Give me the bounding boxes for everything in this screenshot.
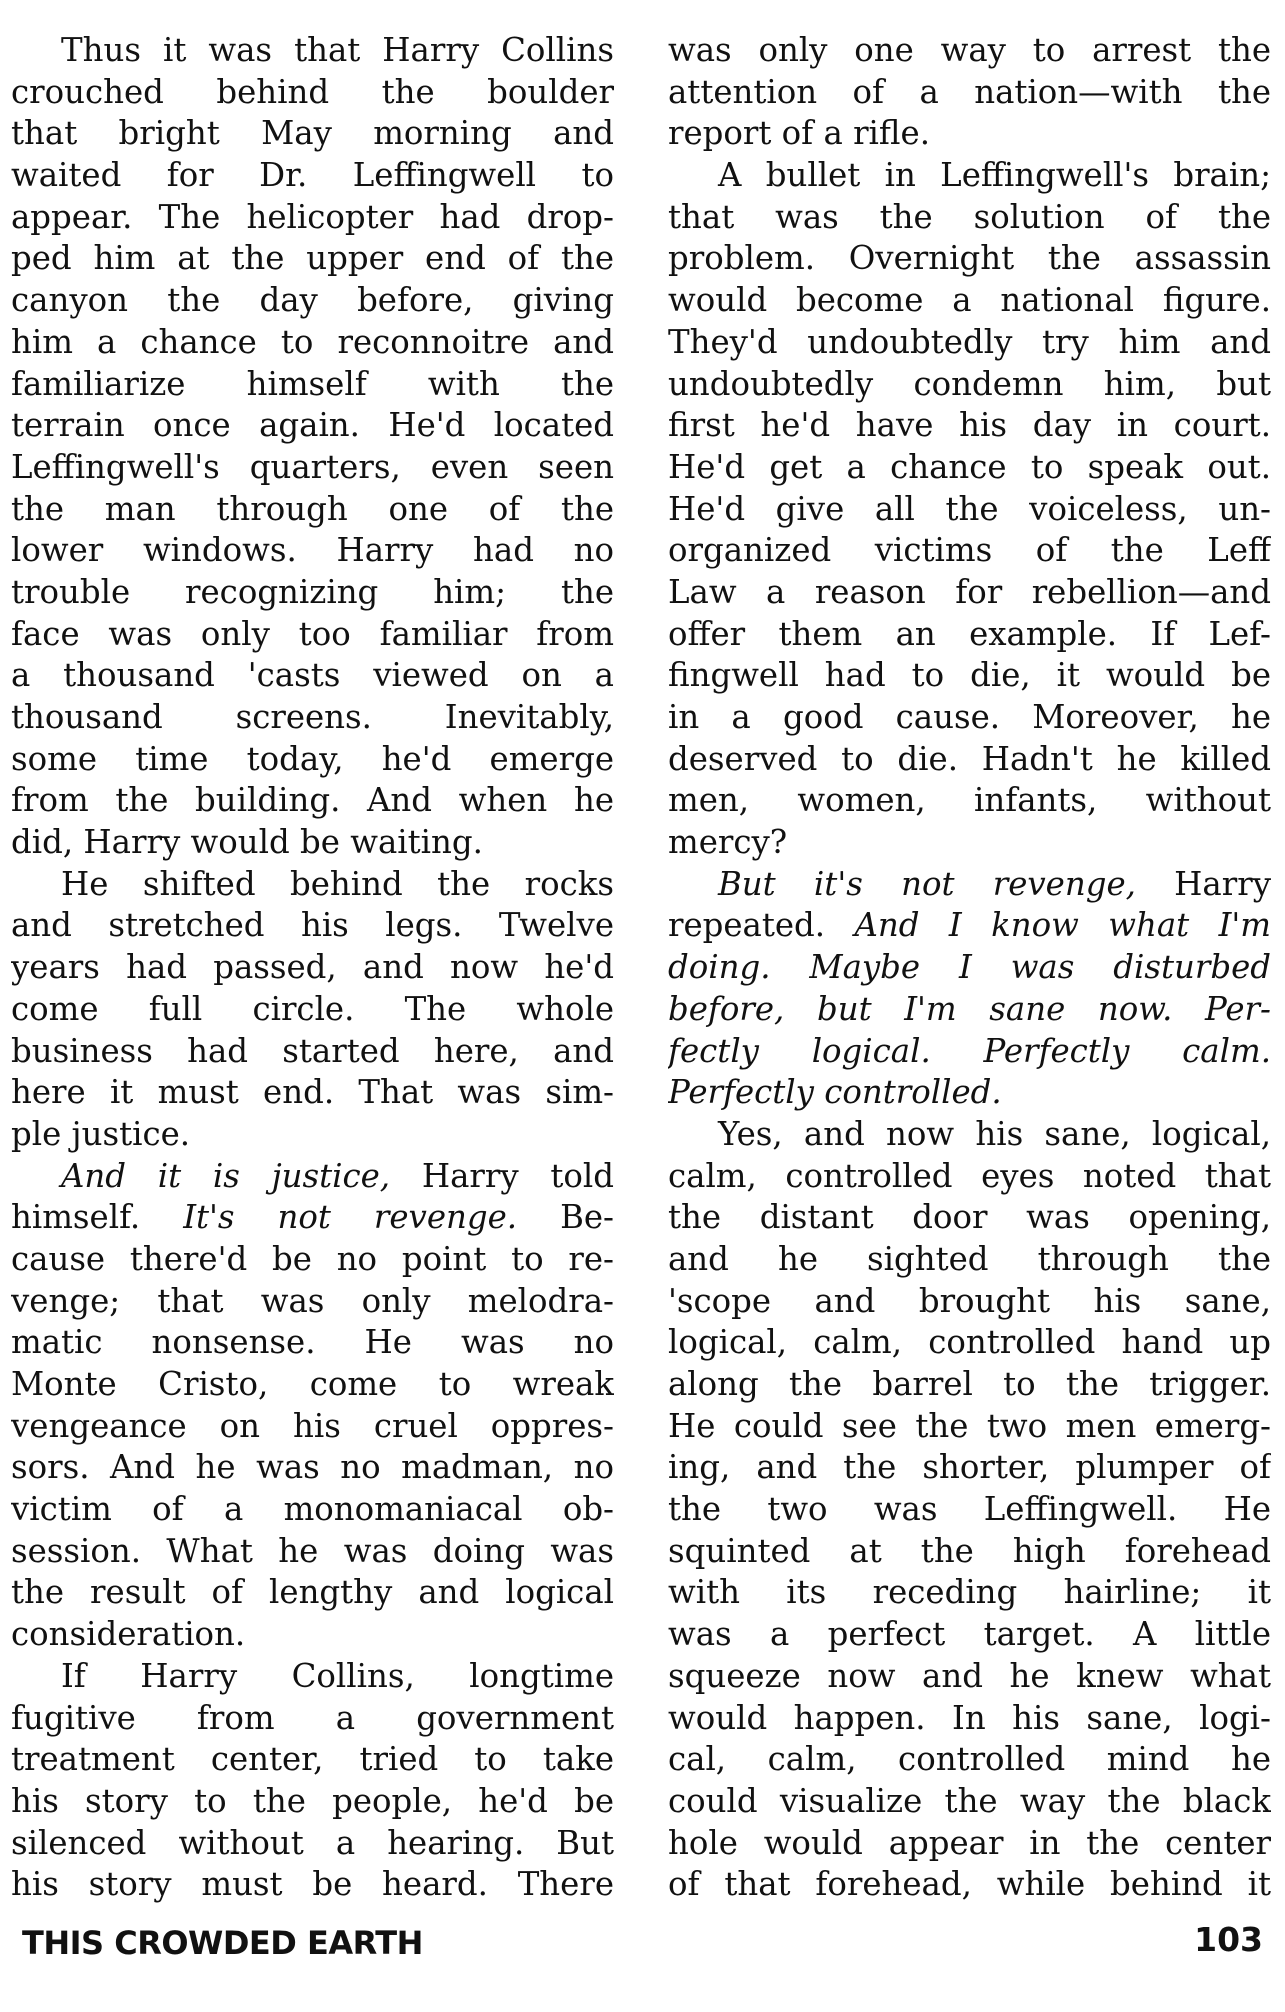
- text-line: cause there'd be no point to re-: [11, 1239, 614, 1278]
- text-line: the two was Leffingwell. He: [668, 1490, 1271, 1529]
- text-line: logical, calm, controlled hand up: [668, 1323, 1271, 1362]
- text-line: from the building. And when he: [11, 781, 614, 820]
- text-line: business had started here, and: [11, 1031, 614, 1070]
- text-line: men, women, infants, without: [668, 781, 1271, 820]
- text-line: A bullet in Leffingwell's brain;: [718, 156, 1271, 195]
- text-line: of that forehead, while behind it: [668, 1865, 1271, 1904]
- text-line: in a good cause. Moreover, he: [668, 698, 1271, 736]
- text-line: face was only too familiar from: [11, 614, 614, 653]
- text-line: deserved to die. Hadn't he killed: [668, 739, 1271, 778]
- text-line: But it's not revenge, Harry: [718, 864, 1271, 903]
- running-footer-title: THIS CROWDED EARTH: [22, 1924, 423, 1962]
- text-line: ing, and the shorter, plumper of: [668, 1448, 1271, 1487]
- text-line: mercy?: [668, 823, 788, 862]
- text-line: his story must be heard. There: [11, 1865, 614, 1904]
- text-line: cal, calm, controlled mind he: [668, 1740, 1271, 1779]
- text-line: treatment center, tried to take: [11, 1740, 614, 1779]
- text-line: session. What he was doing was: [11, 1531, 614, 1570]
- text-line: canyon the day before, giving: [11, 281, 614, 320]
- text-line: They'd undoubtedly try him and: [668, 322, 1271, 361]
- text-line: appear. The helicopter had drop-: [11, 197, 614, 236]
- text-line: victim of a monomaniacal ob-: [11, 1490, 614, 1529]
- text-line: Perfectly controlled.: [668, 1073, 1002, 1112]
- text-line: sors. And he was no madman, no: [11, 1448, 614, 1487]
- right-text-column: [668, 30, 1271, 1908]
- text-line: venge; that was only melodra-: [11, 1281, 614, 1320]
- text-line: familiarize himself with the: [11, 364, 614, 403]
- text-line: He'd give all the voiceless, un-: [668, 489, 1271, 528]
- italic-phrase: But it's not revenge,: [718, 864, 1136, 903]
- text-line: years had passed, and now he'd: [11, 948, 614, 987]
- italic-phrase: And I know what I'm: [854, 906, 1271, 945]
- text-line: If Harry Collins, longtime: [61, 1656, 614, 1695]
- text-line: He shifted behind the rocks: [61, 864, 614, 903]
- text-line: was a perfect target. A little: [668, 1615, 1271, 1654]
- text-line: And it is justice, Harry told: [61, 1156, 614, 1195]
- text-line: doing. Maybe I was disturbed: [668, 948, 1271, 987]
- italic-phrase: It's not revenge.: [183, 1198, 518, 1237]
- text-line: trouble recognizing him; the: [11, 572, 614, 611]
- text-line: hole would appear in the center: [668, 1823, 1271, 1862]
- text-line: calm, controlled eyes noted that: [668, 1156, 1271, 1195]
- text-line: and stretched his legs. Twelve: [11, 906, 614, 945]
- text-line: his story to the people, he'd be: [11, 1781, 614, 1820]
- text-line: Law a reason for rebellion—and: [668, 572, 1271, 611]
- text-line: crouched behind the boulder: [11, 72, 614, 111]
- text-line: organized victims of the Leff: [668, 531, 1271, 570]
- text-line: Monte Cristo, come to wreak: [11, 1365, 614, 1403]
- italic-phrase: And it is justice,: [61, 1156, 391, 1195]
- text-line: problem. Overnight the assassin: [668, 239, 1271, 278]
- text-line: could visualize the way the black: [668, 1781, 1271, 1820]
- text-line: vengeance on his cruel oppres-: [11, 1406, 614, 1445]
- text-line: did, Harry would be waiting.: [11, 823, 483, 862]
- text-line: terrain once again. He'd located: [11, 406, 614, 445]
- text-line: matic nonsense. He was no: [11, 1323, 614, 1362]
- text-line: along the barrel to the trigger.: [668, 1365, 1271, 1403]
- text-line: fugitive from a government: [11, 1698, 614, 1737]
- text-line: the man through one of the: [11, 489, 614, 528]
- text-line: a thousand 'casts viewed on a: [11, 656, 614, 695]
- text-line: 'scope and brought his sane,: [668, 1281, 1271, 1320]
- text-line: squinted at the high forehead: [668, 1531, 1271, 1570]
- text-line: attention of a nation—with the: [668, 72, 1271, 111]
- text-line: report of a rifle.: [668, 114, 930, 153]
- text-line: would happen. In his sane, logi-: [668, 1698, 1271, 1737]
- text-line: ple justice.: [11, 1114, 191, 1153]
- text-line: with its receding hairline; it: [668, 1573, 1271, 1612]
- text-line: Yes, and now his sane, logical,: [718, 1114, 1271, 1153]
- text-line: ped him at the upper end of the: [11, 239, 614, 278]
- text-line: lower windows. Harry had no: [11, 531, 614, 570]
- text-line: first he'd have his day in court.: [668, 406, 1271, 445]
- text-line: here it must end. That was sim-: [11, 1073, 614, 1112]
- text-line: the distant door was opening,: [668, 1198, 1271, 1237]
- text-line: repeated. And I know what I'm: [668, 906, 1271, 945]
- text-line: that bright May morning and: [11, 114, 614, 153]
- text-line: undoubtedly condemn him, but: [668, 364, 1271, 403]
- text-line: fingwell had to die, it would be: [668, 656, 1271, 695]
- text-line: was only one way to arrest the: [668, 31, 1271, 69]
- text-line: waited for Dr. Leffingwell to: [11, 156, 614, 195]
- left-text-column: [11, 30, 614, 1908]
- text-line: Leffingwell's quarters, even seen: [11, 447, 614, 486]
- text-line: and he sighted through the: [668, 1239, 1271, 1278]
- text-line: fectly logical. Perfectly calm.: [668, 1031, 1271, 1070]
- text-line: himself. It's not revenge. Be-: [11, 1198, 614, 1237]
- text-line: come full circle. The whole: [11, 989, 614, 1028]
- text-line: would become a national figure.: [668, 281, 1271, 320]
- text-line: offer them an example. If Lef-: [668, 614, 1271, 653]
- text-line: the result of lengthy and logical: [11, 1573, 614, 1612]
- text-line: some time today, he'd emerge: [11, 739, 614, 778]
- page-number: 103: [1194, 1920, 1263, 1959]
- text-line: him a chance to reconnoitre and: [11, 322, 614, 361]
- text-line: consideration.: [11, 1615, 246, 1654]
- text-line: that was the solution of the: [668, 197, 1271, 236]
- text-line: squeeze now and he knew what: [668, 1656, 1271, 1695]
- text-line: before, but I'm sane now. Per-: [668, 989, 1271, 1028]
- text-line: Thus it was that Harry Collins: [61, 31, 614, 69]
- text-line: He'd get a chance to speak out.: [668, 447, 1271, 486]
- text-line: silenced without a hearing. But: [11, 1823, 614, 1862]
- text-line: thousand screens. Inevitably,: [11, 698, 614, 736]
- text-line: He could see the two men emerg-: [668, 1406, 1271, 1445]
